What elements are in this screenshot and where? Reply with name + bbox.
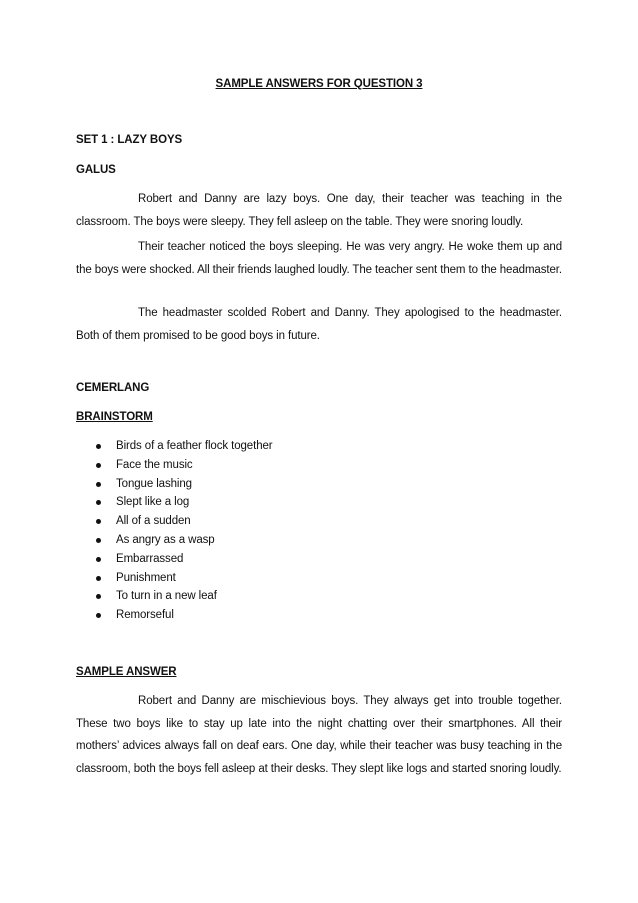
bullet-icon <box>96 444 101 449</box>
list-item <box>96 512 273 531</box>
bullet-icon <box>96 463 101 468</box>
brainstorm-heading: BRAINSTORM <box>76 411 153 423</box>
list-item <box>96 531 273 550</box>
list-item <box>96 587 273 606</box>
list-item-text: As angry as a wasp <box>116 533 215 546</box>
list-item-text: Remorseful <box>116 609 174 622</box>
list-item-text: Embarrassed <box>116 552 184 565</box>
bullet-icon <box>96 500 101 505</box>
bullet-icon <box>96 594 101 599</box>
bullet-icon <box>96 557 101 562</box>
page-title: SAMPLE ANSWERS FOR QUESTION 3 <box>215 78 423 90</box>
list-item <box>96 437 273 456</box>
list-item-text: To turn in a new leaf <box>116 590 217 603</box>
list-item-text: Punishment <box>116 571 176 584</box>
galus-heading: GALUS <box>76 164 116 176</box>
bullet-icon <box>96 538 101 543</box>
list-item <box>96 569 273 588</box>
sample-answer-paragraph <box>76 690 562 780</box>
galus-paragraph-1 <box>76 188 562 233</box>
sample-answer-text: Robert and Danny are mischievious boys. They always get into trouble together. These two boys like to stay up late into the night chatting over their smartphones. All their mothers’ advices always fall on deaf ears. One day, while their teacher was busy teaching in the classroom, both the boys fell asleep at their desks. They slept like logs and started snoring loudly. <box>76 695 562 775</box>
list-item <box>96 493 273 512</box>
list-item-text: Birds of a feather flock together <box>116 440 273 452</box>
cemerlang-heading: CEMERLANG <box>76 382 150 394</box>
list-item <box>96 550 273 569</box>
list-item <box>96 456 273 475</box>
bullet-icon <box>96 613 101 618</box>
bullet-icon <box>96 519 101 524</box>
galus-paragraph-2 <box>76 236 562 281</box>
list-item-text: Slept like a log <box>116 496 190 509</box>
list-item-text: Face the music <box>116 458 193 471</box>
brainstorm-list <box>96 437 273 625</box>
list-item <box>96 606 273 625</box>
galus-paragraph-1-text: Robert and Danny are lazy boys. One day, their teacher was teaching in the classroom. The boys were sleepy. They fell asleep on the table. They were snoring loudly. <box>76 193 562 228</box>
set-heading: SET 1 : LAZY BOYS <box>76 134 183 146</box>
bullet-icon <box>96 482 101 487</box>
galus-paragraph-3 <box>76 302 562 347</box>
list-item-text: Tongue lashing <box>116 477 192 490</box>
galus-paragraph-2-text: Their teacher noticed the boys sleeping. He was very angry. He woke them up and the boys were shocked. All their friends laughed loudly. The teacher sent them to the headmaster. <box>76 241 562 276</box>
list-item-text: All of a sudden <box>116 515 191 528</box>
list-item <box>96 475 273 494</box>
sample-answer-heading: SAMPLE ANSWER <box>76 666 177 678</box>
galus-paragraph-3-text: The headmaster scolded Robert and Danny. They apologised to the headmaster. Both of them promised to be good boys in future. <box>76 307 562 342</box>
bullet-icon <box>96 576 101 581</box>
